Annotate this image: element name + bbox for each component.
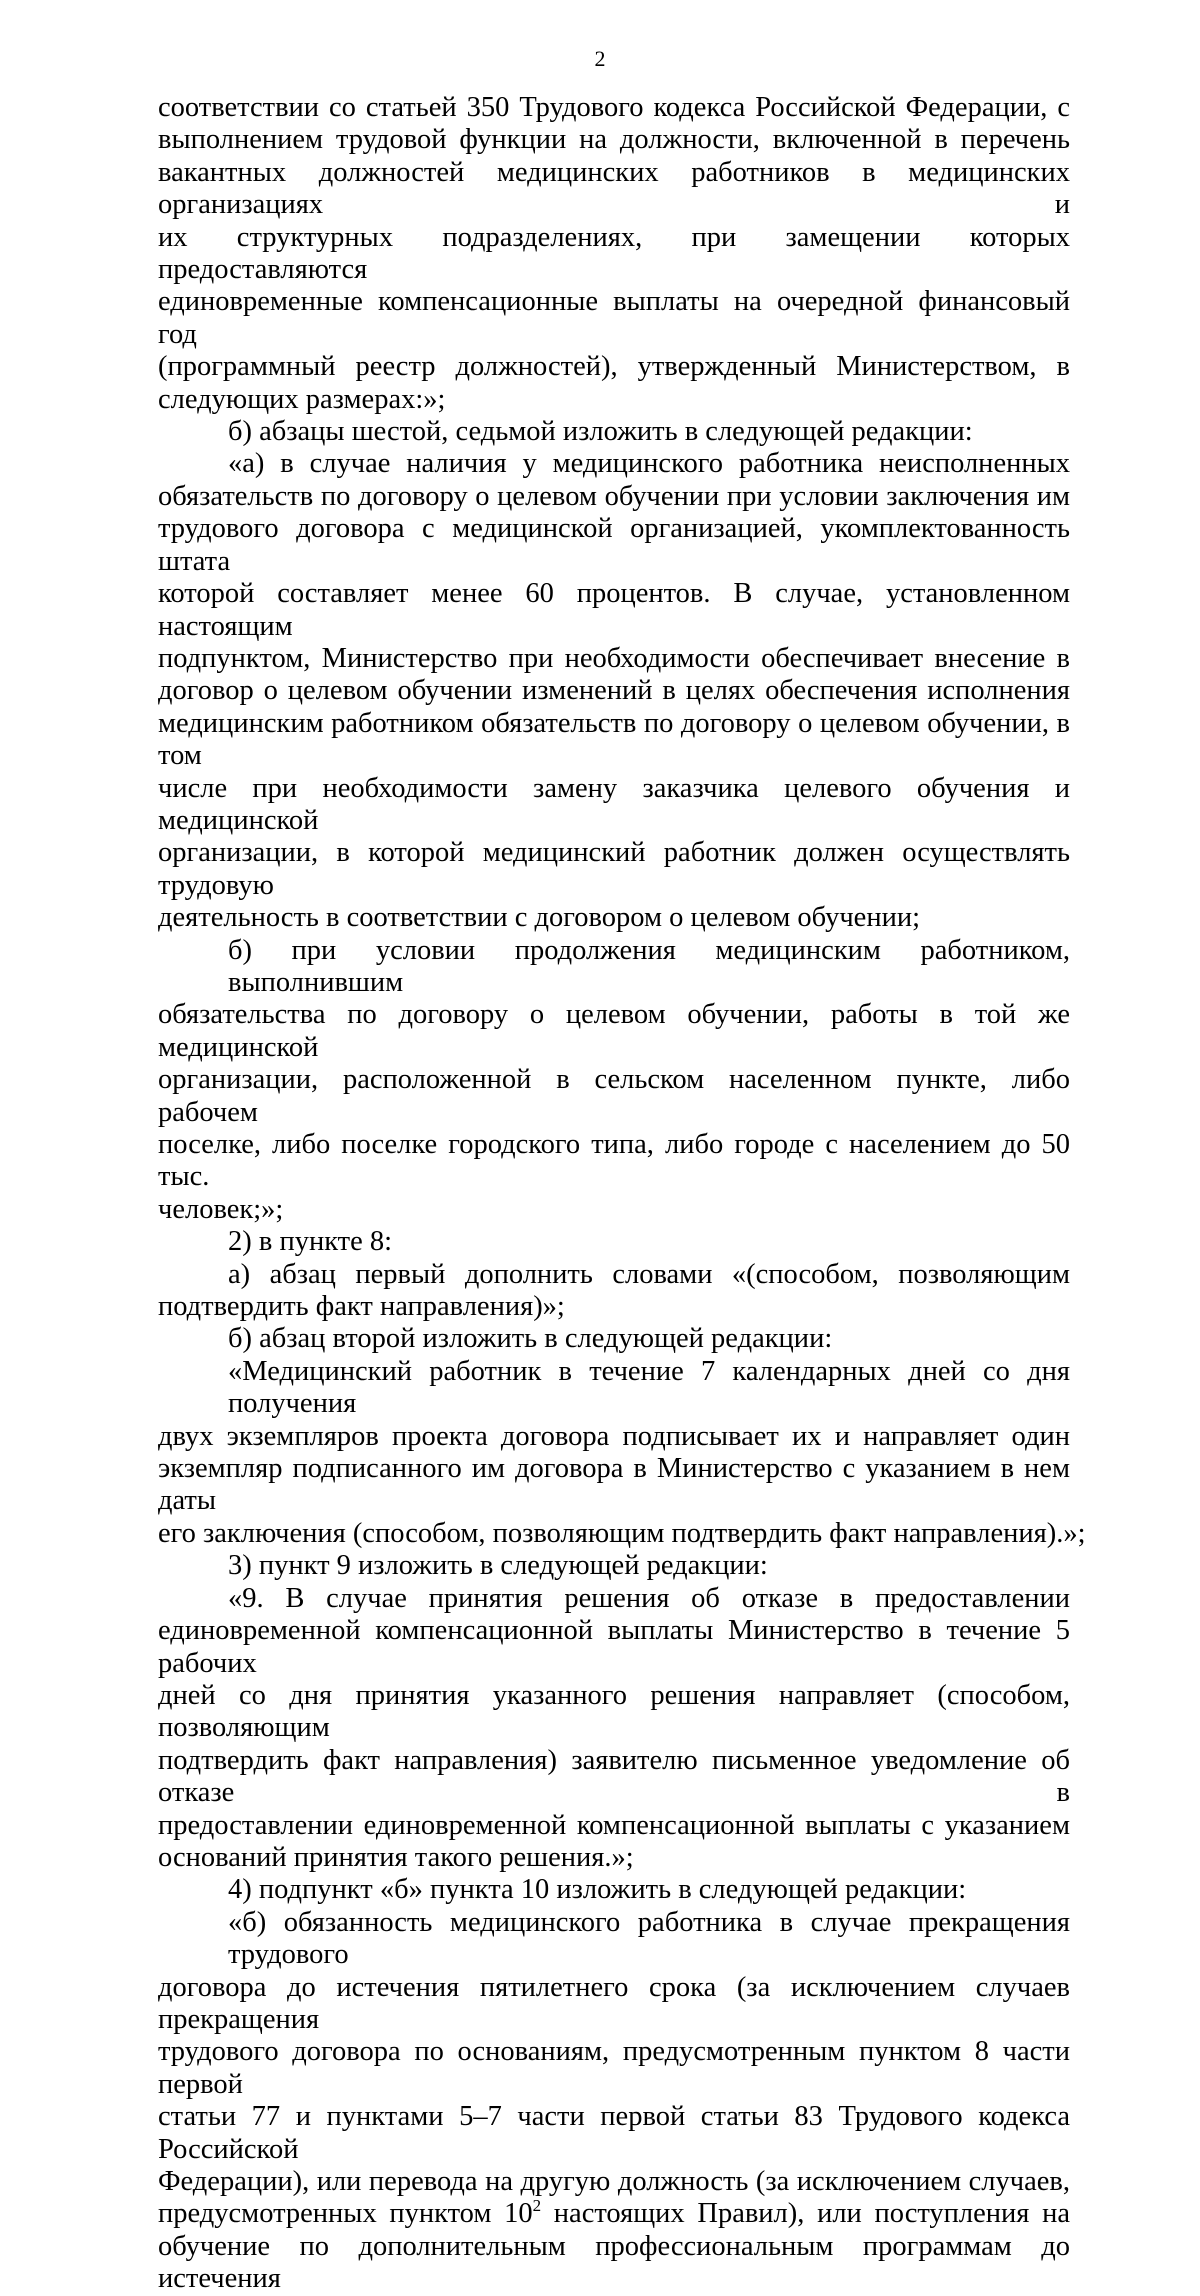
text-line: подтвердить факт направления)»; [158, 1291, 565, 1323]
text-line: человек;»; [158, 1193, 284, 1225]
text-line: 3) пункт 9 изложить в следующей редакции: [228, 1550, 768, 1582]
text-segment: настоящих Правил), или поступления на [541, 2198, 1070, 2230]
text-line: поселке, либо поселке городского типа, либо городе с населением до 50 тыс. [158, 1129, 1070, 1193]
text-line: обязательств по договору о целевом обучении при условии заключения им [158, 480, 1070, 512]
text-line: обучение по дополнительным профессиональным программам до истечения [158, 2230, 1070, 2295]
text-line: их структурных подразделениях, при замещении которых предоставляются [158, 221, 1070, 286]
superscript: 2 [532, 2196, 542, 2216]
text-line: трудового договора по основаниям, предусмотренным пунктом 8 части первой [158, 2036, 1070, 2100]
text-line: дней со дня принятия указанного решения направляет (способом, позволяющим [158, 1679, 1070, 1744]
text-line: договора до истечения пятилетнего срока (за исключением случаев прекращения [158, 1971, 1070, 2035]
text-line: единовременные компенсационные выплаты на очередной финансовый год [158, 286, 1070, 350]
text-line: следующих размерах:»; [158, 383, 446, 415]
text-line: двух экземпляров проекта договора подписывает их и направляет один [158, 1420, 1070, 1452]
text-line: б) абзацы шестой, седьмой изложить в следующей редакции: [228, 416, 973, 448]
text-line: предоставлении единовременной компенсационной выплаты с указанием [158, 1809, 1070, 1841]
text-line: «9. В случае принятия решения об отказе в предоставлении [228, 1582, 1070, 1614]
text-line: «а) в случае наличия у медицинского работника неисполненных [228, 448, 1070, 480]
text-line: единовременной компенсационной выплаты Министерство в течение 5 рабочих [158, 1615, 1070, 1679]
text-line: статьи 77 и пунктами 5–7 части первой статьи 83 Трудового кодекса Российской [158, 2101, 1070, 2165]
page-number: 2 [594, 46, 606, 71]
text-line: «б) обязанность медицинского работника в случае прекращения трудового [228, 1906, 1070, 1971]
text-line: 4) подпункт «б» пункта 10 изложить в следующей редакции: [228, 1874, 967, 1906]
text-line: 2) в пункте 8: [228, 1226, 393, 1258]
text-line: подтвердить факт направления) заявителю письменное уведомление об отказе в [158, 1744, 1070, 1809]
text-line: Федерации), или перевода на другую должность (за исключением случаев, [158, 2166, 1070, 2197]
text-line: соответствии со статьей 350 Трудового кодекса Российской Федерации, с [158, 92, 1070, 123]
text-line: оснований принятия такого решения.»; [158, 1841, 634, 1873]
text-line: (программный реестр должностей), утвержденный Министерством, в [158, 351, 1070, 383]
text-line: трудового договора с медицинской организацией, укомплектованность штата [158, 513, 1070, 577]
text-line: выполнением трудовой функции на должности, включенной в перечень [158, 124, 1070, 156]
text-line: организации, в которой медицинский работник должен осуществлять трудовую [158, 837, 1070, 901]
text-line: «Медицинский работник в течение 7 календарных дней со дня получения [228, 1355, 1070, 1420]
text-line: подпунктом, Министерство при необходимости обеспечивает внесение в [158, 642, 1070, 674]
text-line: числе при необходимости замену заказчика целевого обучения и медицинской [158, 772, 1070, 836]
text-line: вакантных должностей медицинских работников в медицинских организациях и [158, 156, 1070, 221]
text-line: деятельность в соответствии с договором о целевом обучении; [158, 902, 920, 934]
text-line: медицинским работником обязательств по договору о целевом обучении, в том [158, 707, 1070, 772]
document-body [158, 92, 1086, 2296]
text-line: договор о целевом обучении изменений в целях обеспечения исполнения [158, 675, 1070, 707]
text-line: организации, расположенной в сельском населенном пункте, либо рабочем [158, 1064, 1070, 1128]
text-line [158, 2198, 1070, 2230]
text-segment: предусмотренных пунктом 10 [158, 2198, 533, 2230]
text-line: его заключения (способом, позволяющим подтвердить факт направления).»; [158, 1517, 1086, 1549]
text-line: экземпляр подписанного им договора в Министерство с указанием в нем даты [158, 1453, 1070, 1517]
text-line: б) при условии продолжения медицинским работником, выполнившим [228, 934, 1070, 998]
text-line: а) абзац первый дополнить словами «(способом, позволяющим [228, 1258, 1070, 1290]
text-line: обязательства по договору о целевом обучении, работы в той же медицинской [158, 999, 1070, 1063]
text-line: б) абзац второй изложить в следующей редакции: [228, 1323, 833, 1355]
text-line: которой составляет менее 60 процентов. В случае, установленном настоящим [158, 578, 1070, 642]
